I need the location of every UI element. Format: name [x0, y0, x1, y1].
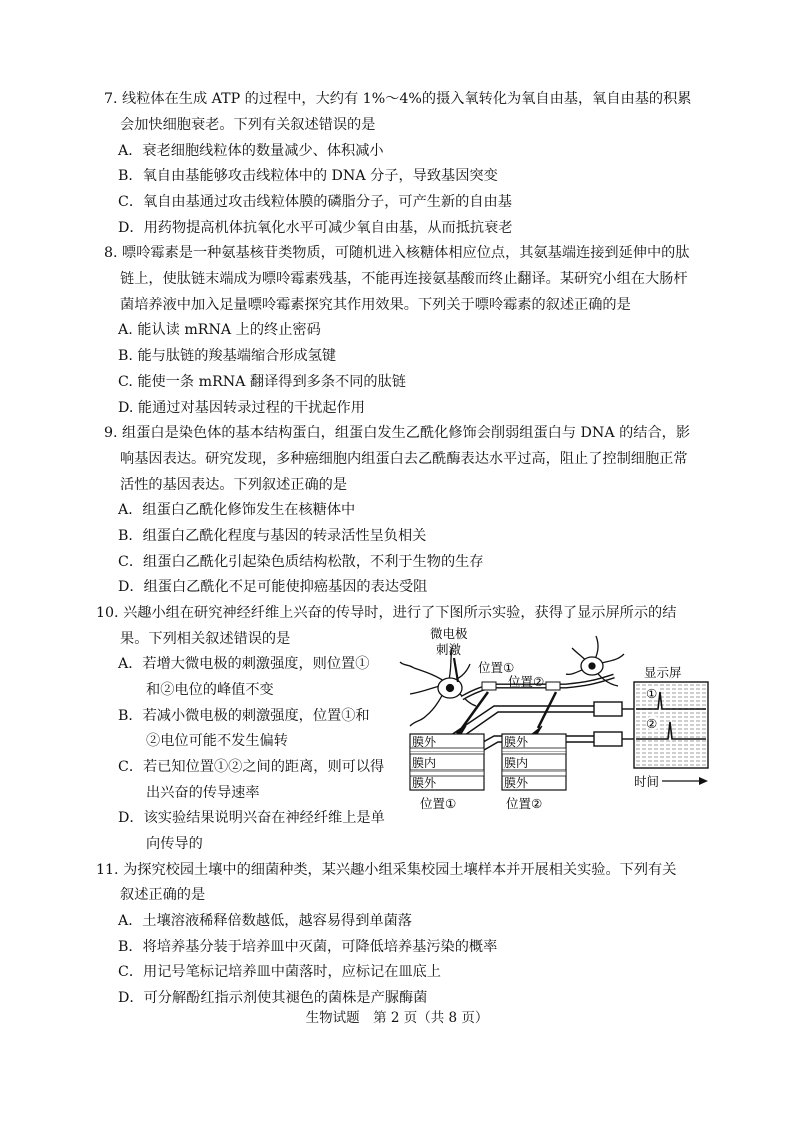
nerve-fiber-diagram	[396, 624, 712, 828]
view-2-position-label: 位置②	[506, 796, 543, 811]
time-axis	[634, 774, 708, 789]
microelectrode	[430, 626, 468, 682]
q9-stem-line1: 9. 组蛋白是染色体的基本结构蛋白，组蛋白发生乙酰化修饰会削弱组蛋白与 DNA 的结合，影	[104, 425, 691, 441]
q7-option-b: B．氧自由基能够攻击线粒体中的 DNA 分子，导致基因突变	[118, 168, 498, 184]
trace-1-label: ①	[646, 686, 658, 701]
display-screen	[634, 665, 708, 768]
electrode-label-1: 微电极	[430, 626, 468, 641]
q7-option-a: A．衰老细胞线粒体的数量减少、体积减小	[118, 143, 384, 159]
membrane-view-1	[410, 734, 484, 811]
q9-stem-line2: 响基因表达。研究发现，多种癌细胞内组蛋白去乙酰酶表达水平过高，阻止了控制细胞正常	[120, 451, 688, 467]
position-1-label-top: 位置①	[478, 660, 515, 675]
q10-option-a-line2: 和②电位的峰值不变	[146, 682, 274, 698]
screen-label: 显示屏	[644, 665, 682, 680]
q8-stem-line2: 链上，使肽链末端成为嘌呤霉素残基，不能再连接氨基酸而终止翻译。某研究小组在大肠杆	[120, 271, 688, 287]
q9-option-b: B．组蛋白乙酰化程度与基因的转录活性呈负相关	[118, 528, 427, 544]
q10-option-b-line2: ②电位可能不发生偏转	[146, 733, 288, 749]
q9-option-a: A．组蛋白乙酰化修饰发生在核糖体中	[118, 502, 356, 518]
view-2-outside-top: 膜外	[504, 735, 529, 749]
q8-option-a: A. 能认读 mRNA 上的终止密码	[118, 322, 321, 338]
q8-stem-line1: 8. 嘌呤霉素是一种氨基核苷类物质，可随机进入核糖体相应位点，其氨基端连接到延伸中的肽	[104, 245, 690, 261]
q10-option-d-line1: D．该实验结果说明兴奋在神经纤维上是单	[118, 810, 385, 826]
view-1-position-label: 位置①	[420, 796, 457, 811]
view-2-inside: 膜内	[504, 756, 529, 770]
q11-option-b: B．将培养基分装于培养皿中灭菌，可降低培养基污染的概率	[118, 939, 498, 955]
q7-option-c: C．氧自由基通过攻击线粒体膜的磷脂分子，可产生新的自由基	[118, 194, 512, 210]
view-2-outside-bottom: 膜外	[504, 776, 529, 790]
q11-stem-line1: 11. 为探究校园土壤中的细菌种类，某兴趣小组采集校园土壤样本并开展相关实验。下列有关	[96, 862, 677, 878]
membrane-view-2	[502, 734, 566, 811]
electrode-label-2: 刺激	[436, 642, 462, 657]
zoom-arrows	[456, 692, 556, 736]
q9-option-c: C．组蛋白乙酰化引起染色质结构松散，不利于生物的生存	[118, 554, 484, 570]
q8-option-c: C. 能使一条 mRNA 翻译得到多条不同的肽链	[118, 374, 406, 390]
right-neuron	[566, 636, 624, 686]
q10-option-b-line1: B．若减小微电极的刺激强度，位置①和	[118, 708, 370, 724]
trace-2-label: ②	[646, 716, 658, 731]
q11-option-c: C．用记号笔标记培养皿中菌落时，应标记在皿底上	[118, 964, 441, 980]
q7-option-d: D．用药物提高机体抗氧化水平可减少氧自由基，从而抵抗衰老	[118, 220, 513, 236]
q9-stem-line3: 活性的基因表达。下列叙述正确的是	[120, 477, 348, 493]
view-1-inside: 膜内	[412, 756, 437, 770]
page-footer: 生物试题 第 2 页（共 8 页）	[305, 1010, 489, 1026]
q10-stem-line2: 果。下列相关叙述错误的是	[120, 631, 291, 647]
q11-stem-line2: 叙述正确的是	[120, 887, 206, 903]
q8-option-d: D. 能通过对基因转录过程的干扰起作用	[118, 400, 365, 416]
q9-option-d: D．组蛋白乙酰化不足可能使抑癌基因的表达受阻	[118, 579, 428, 595]
q10-stem-line1: 10. 兴趣小组在研究神经纤维上兴奋的传导时，进行了下图所示实验，获得了显示屏所示的结	[96, 605, 677, 621]
q10-option-c-line2: 出兴奋的传导速率	[146, 785, 260, 801]
q10-option-d-line2: 向传导的	[146, 836, 203, 852]
view-1-outside-top: 膜外	[412, 735, 437, 749]
q7-stem-line2: 会加快细胞衰老。下列有关叙述错误的是	[120, 117, 376, 133]
q10-option-c-line1: C．若已知位置①②之间的距离，则可以得	[118, 759, 385, 775]
time-label: 时间	[634, 774, 660, 789]
view-1-outside-bottom: 膜外	[412, 776, 437, 790]
q7-stem-line1: 7. 线粒体在生成 ATP 的过程中，大约有 1%～4%的摄入氧转化为氧自由基，氧自由基的积累	[104, 91, 692, 107]
left-neuron	[400, 648, 476, 726]
position-2-label-top: 位置②	[508, 674, 545, 689]
q8-stem-line3: 菌培养液中加入足量嘌呤霉素探究其作用效果。下列关于嘌呤霉素的叙述正确的是	[120, 297, 631, 313]
q11-option-a: A．土壤溶液稀释倍数越低，越容易得到单菌落	[118, 913, 412, 929]
q10-option-a-line1: A．若增大微电极的刺激强度，则位置①	[118, 656, 370, 672]
q8-option-b: B. 能与肽链的羧基端缩合形成氢键	[118, 348, 337, 364]
q11-option-d: D．可分解酚红指示剂使其褪色的菌株是产脲酶菌	[118, 990, 428, 1006]
